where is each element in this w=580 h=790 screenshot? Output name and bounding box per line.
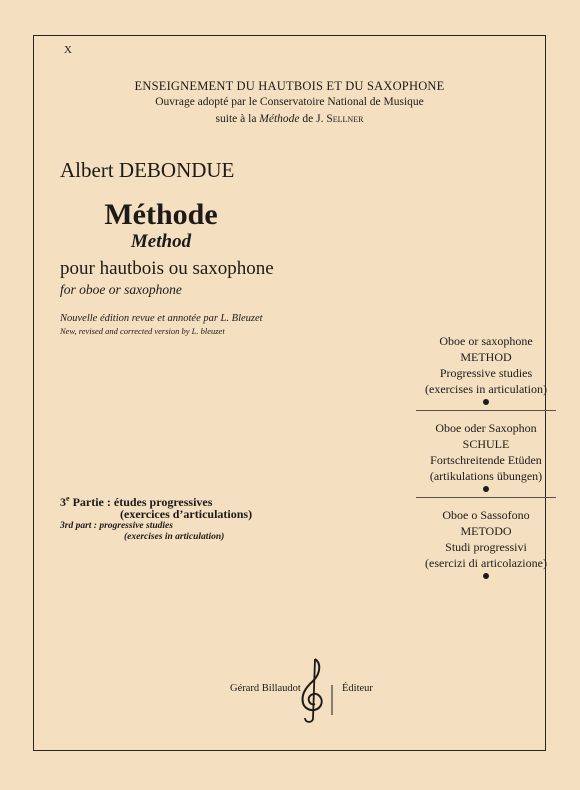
description-line: (artikulations übungen) [429, 469, 543, 483]
method-label: METODO [460, 524, 512, 538]
method-label: METHOD [460, 350, 512, 364]
edition-note-french: Nouvelle édition revue et annotée par L. Bleuzet [60, 313, 263, 324]
publisher-name: Gérard Billaudot [230, 683, 301, 694]
treble-clef-logo-icon [291, 655, 335, 725]
header-line-3: suite à la Méthode de J. Sellner [215, 113, 364, 125]
subtitle-english: for oboe or saxophone [60, 282, 182, 297]
instrument-label: Oboe oder Saxophon [435, 421, 537, 435]
edition-note-english: New, revised and corrected version by L. bleuzet [60, 326, 225, 336]
header-line-2: Ouvrage adopté par le Conservatoire National de Musique [155, 96, 424, 108]
publisher-role: Éditeur [342, 683, 373, 694]
block-divider [416, 410, 556, 411]
language-block-german [416, 420, 556, 492]
block-divider [416, 497, 556, 498]
instrument-label: Oboe o Sassofono [442, 508, 530, 522]
part-subtitle-french: (exercices d’articulations) [120, 507, 253, 521]
description-line: (esercizi di articolazione) [425, 556, 547, 570]
part-subtitle-english: (exercises in articulation) [124, 532, 225, 542]
part-title-english: 3rd part : progressive studies [60, 521, 173, 531]
description-line: Fortschreitende Etüden [430, 453, 542, 467]
series-mark: X [64, 44, 72, 56]
part-title-french: 3e Partie : études progressives [60, 494, 213, 509]
bullet-dot [483, 486, 489, 492]
instrument-label: Oboe or saxophone [439, 334, 533, 348]
method-label: SCHULE [462, 437, 510, 451]
title-french: Méthode [104, 198, 218, 231]
description-line: Studi progressivi [445, 540, 527, 554]
author-name: Albert DEBONDUE [60, 158, 235, 182]
description-line: (exercises in articulation) [425, 382, 547, 396]
description-line: Progressive studies [439, 366, 533, 380]
header-line-1: ENSEIGNEMENT DU HAUTBOIS ET DU SAXOPHONE [134, 79, 445, 93]
language-block-italian [416, 507, 556, 579]
title-english: Method [130, 231, 192, 252]
bullet-dot [483, 399, 489, 405]
language-block-english [416, 333, 556, 405]
bullet-dot [483, 573, 489, 579]
subtitle-french: pour hautbois ou saxophone [60, 258, 274, 279]
